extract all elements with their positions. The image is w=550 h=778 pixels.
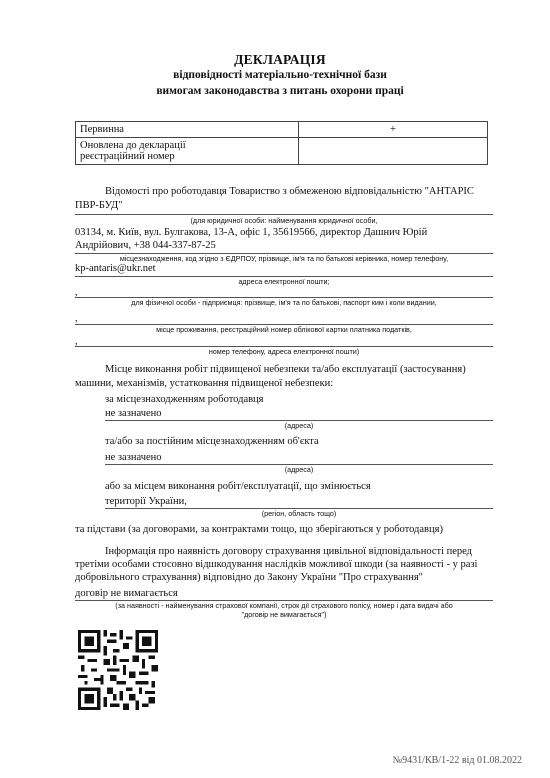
caption-region: (регіон, область тощо) (261, 509, 337, 518)
comma-mark: , (75, 287, 78, 298)
location3-label: або за місцем виконання робіт/експлуатації, що змінюється (105, 481, 371, 492)
caption-residence: місце проживання, реєстраційний номер облікової картки платника податків, (156, 325, 412, 334)
insurance-value: договір не вимагається (75, 588, 178, 599)
basis-text: та підстави (за договорами, за контрактами тощо, що зберігаються у роботодавця) (75, 524, 443, 535)
employer-line2: ПВР-БУД" (75, 200, 123, 211)
caption-location: місцезнаходження, код згідно з ЄДРПОУ, прізвище, ім'я та по батькові керівника, номер телефону, (119, 254, 449, 263)
document-subtitle-line1: відповідності матеріально-технічної бази (173, 69, 387, 81)
location1-value: не зазначено (105, 408, 162, 419)
location1-label: за місцезнаходженням роботодавця (105, 394, 264, 405)
employer-email: kp-antaris@ukr.net (75, 263, 156, 274)
employer-line1: Відомості про роботодавця Товариство з обмеженою відповідальністю "АНТАРІС (105, 186, 474, 197)
table-row (76, 122, 488, 138)
table-cell: Первинна (76, 122, 299, 138)
caption-insurance-line1: (за наявності - найменування страхової компанії, строк дії страхового полісу, номер і дата видачі або (115, 601, 453, 610)
table-cell (299, 138, 488, 165)
caption-address: (адреса) (284, 465, 314, 474)
insurance-line1: Інформація про наявність договору страхування цивільної відповідальності перед (105, 546, 473, 557)
table-cell (76, 138, 299, 165)
comma-mark: , (75, 313, 78, 324)
location2-value: не зазначено (105, 452, 162, 463)
comma-mark: , (75, 336, 78, 347)
caption-insurance-line2: "договір не вимагається") (241, 610, 327, 619)
caption-legal: (для юридичної особи: найменування юридичної особи, (190, 216, 378, 225)
location3-value: території України, (105, 496, 187, 507)
caption-address: (адреса) (284, 421, 314, 430)
table-cell: + (299, 122, 488, 138)
caption-phone: номер телефону, адреса електронної пошти) (208, 347, 360, 356)
document-subtitle-line2: вимогам законодавства з питань охорони праці (156, 85, 404, 97)
caption-individual: для фізичної особи - підприємця: прізвище, ім'я та по батькові, паспорт ким і коли видании, (131, 298, 437, 307)
qr-code-icon (78, 630, 158, 710)
work-place-intro-line2: машини, механізмів, устатковання підвищеної небезпеки: (75, 378, 334, 389)
caption-email: адреса електронної пошти; (238, 277, 330, 286)
insurance-line2: третіми особами стосовно відшкодування наслідків можливої шкоди (за наявності - у разі (75, 559, 478, 570)
location2-label: та/або за постійним місцезнаходженням об'єкта (105, 436, 319, 447)
employer-address-line2: Андрійович, +38 044-337-87-25 (75, 240, 216, 251)
employer-address-line1: 03134, м. Київ, вул. Булгакова, 13-А, офіс 1, 35619566, директор Дашнич Юрій (75, 227, 428, 238)
document-title: ДЕКЛАРАЦІЯ (234, 52, 326, 67)
insurance-line3: добровільного страхування) відповідно до Закону України "Про страхування" (75, 572, 423, 583)
table-row (76, 138, 488, 165)
registration-footer: №9431/КВ/1-22 від 01.08.2022 (392, 755, 522, 766)
registration-table (75, 121, 488, 165)
updated-label: Оновлена до декларації (80, 140, 186, 151)
reg-number-label: реєстраційний номер (80, 151, 175, 162)
work-place-intro-line1: Місце виконання робіт підвищеної небезпеки та/або експлуатації (застосування) (105, 364, 466, 375)
